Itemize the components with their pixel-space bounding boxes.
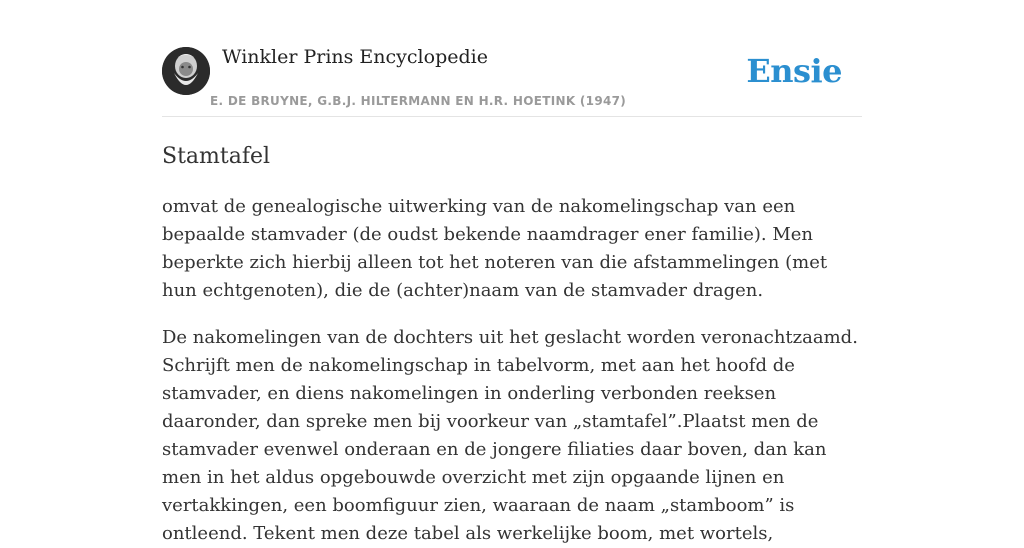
site-header bbox=[162, 0, 862, 117]
authors-credit: E. DE BRUYNE, G.B.J. HILTERMANN EN H.R. HOETINK (1947) bbox=[210, 94, 627, 108]
entry-title: Stamtafel bbox=[162, 144, 271, 169]
article-paragraph: De nakomelingen van de dochters uit het geslacht worden veronachtzaamd. Schrijft men de nakomelingschap in tabelvorm, met aan het hoofd de stamvader, en diens nakomelingen in onderling verbonden reeksen daaronder, dan spreke men bij voorkeur van „stamtafel”.Plaatst men de stamvader evenwel onderaan en de jongere filiaties daar boven, dan kan men in het aldus opgebouwde overzicht met zijn opgaande lijnen en vertakkingen, een boomfiguur zien, waaraan de naam „stamboom” is ontleend. Tekent men deze tabel als werkelijke boom, met wortels, bbox=[162, 327, 858, 544]
ensie-logo[interactable]: Ensie bbox=[746, 52, 842, 90]
site-title[interactable]: Winkler Prins Encyclopedie bbox=[222, 46, 488, 68]
page bbox=[162, 0, 862, 548]
article-paragraph: omvat de genealogische uitwerking van de nakomelingschap van een bepaalde stamvader (de oudst bekende naamdrager ener familie). Men beperkte zich hierbij alleen tot het noteren van die afstammelingen (met hun echtgenoten), die de (achter)naam van de stamvader dragen. bbox=[162, 196, 828, 301]
author-portrait-icon[interactable] bbox=[162, 47, 210, 95]
